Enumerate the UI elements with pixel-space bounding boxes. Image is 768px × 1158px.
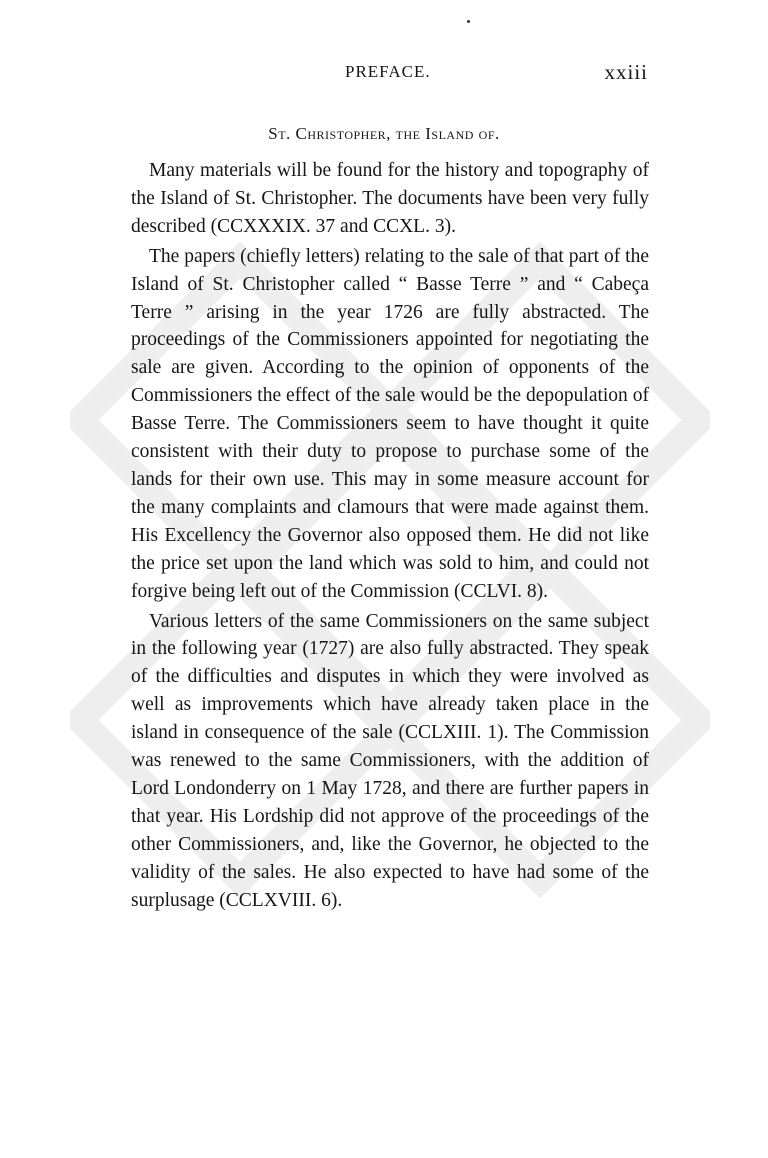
body-text (131, 157, 649, 916)
paragraph-3: Various letters of the same Commissioners on the same subject in the following year (1727) are also fully abstracted. They speak of the difficulties and disputes in which they were involved as well as improvements which have already taken place in the island in consequence of the sale (CCLXIII. 1). The Commission was renewed to the same Commissioners, with the addition of Lord Londonderry on 1 May 1728, and there are further papers in that year. His Lordship did not approve of the proceedings of the other Commissioners, and, like the Governor, he objected to the validity of the sales. He also expected to have had some of the surplusage (CCLXVIII. 6). (131, 610, 649, 911)
printer-mark-dot (467, 20, 470, 23)
running-title: PREFACE. (345, 62, 431, 81)
paragraph-1: Many materials will be found for the history and topography of the Island of St. Christopher. The documents have been very fully described (CCXXXIX. 37 and CCXL. 3). (131, 160, 649, 237)
running-head (0, 58, 768, 86)
section-heading: St. Christopher, the Island of. (268, 124, 500, 143)
paragraph-2: The papers (chiefly letters) relating to the sale of that part of the Island of St. Christopher called “ Basse Terre ” and “ Cabeça Terre ” arising in the year 1726 are fully abstracted. The proceedings of the Commissioners appointed for negotiating the sale are given. According to the opinion of opponents of the Commissioners the effect of the sale would be the depopulation of Basse Terre. The Commissioners seem to have thought it quite consistent with their duty to propose to purchase some of the lands for their own use. This may in some measure account for the many complaints and clamours that were made against them. His Excellency the Governor also opposed them. He did not like the price set upon the land which was sold to him, and could not forgive being left out of the Commission (CCLVI. 8). (131, 245, 649, 602)
page-number: xxiii (604, 60, 648, 84)
